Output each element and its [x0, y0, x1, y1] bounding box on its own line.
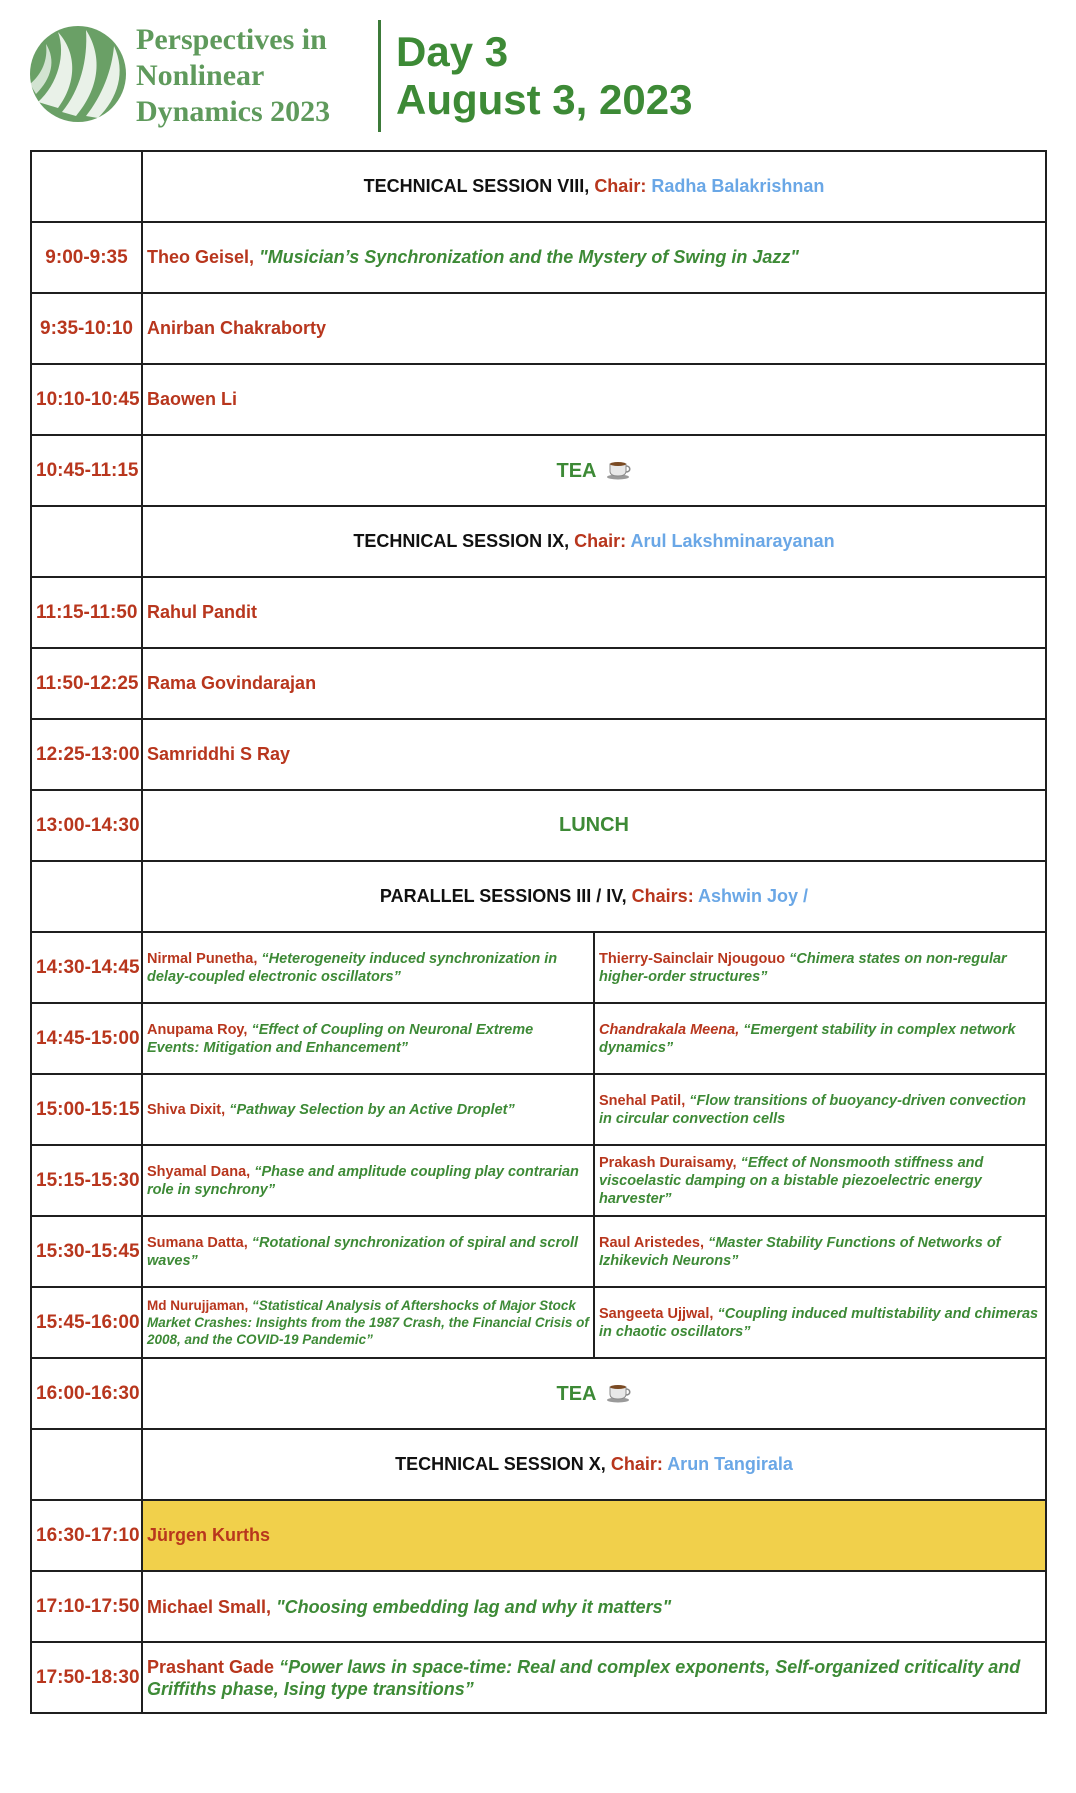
time-cell: 10:10-10:45	[31, 364, 142, 435]
session-title: TECHNICAL SESSION IX,	[353, 531, 570, 551]
speaker-name: Shiva Dixit,	[147, 1101, 226, 1118]
tea-label: TEA	[556, 1383, 597, 1405]
session-header-row	[31, 506, 1046, 577]
talk-cell	[142, 577, 1046, 648]
time-cell: 13:00-14:30	[31, 790, 142, 861]
time-cell: 9:35-10:10	[31, 293, 142, 364]
talk-cell	[142, 1642, 1046, 1713]
time-cell: 12:25-13:00	[31, 719, 142, 790]
table-row	[31, 577, 1046, 648]
session-title-cell	[142, 1429, 1046, 1500]
talk-cell	[142, 1571, 1046, 1642]
tea-label: TEA	[556, 460, 597, 482]
speaker-name: Chandrakala Meena,	[599, 1021, 740, 1038]
date-label: August 3, 2023	[396, 76, 693, 123]
parallel-talk-left	[142, 932, 594, 1003]
speaker-name: Prashant Gade	[147, 1656, 275, 1677]
schedule-table	[30, 150, 1047, 1714]
parallel-talk-right	[594, 1074, 1046, 1145]
break-cell	[142, 1358, 1046, 1429]
chair-name: Arun Tangirala	[667, 1454, 793, 1474]
parallel-talk-right	[594, 1003, 1046, 1074]
table-row	[31, 222, 1046, 293]
conference-title-line3: Dynamics 2023	[136, 95, 331, 128]
time-cell: 17:50-18:30	[31, 1642, 142, 1713]
time-cell	[31, 861, 142, 932]
session-title-cell	[142, 151, 1046, 222]
tea-cup-icon	[606, 458, 632, 480]
break-cell	[142, 790, 1046, 861]
speaker-name: Jürgen Kurths	[147, 1525, 271, 1545]
time-cell: 16:30-17:10	[31, 1500, 142, 1571]
table-row	[31, 1571, 1046, 1642]
speaker-name: Anupama Roy,	[147, 1021, 248, 1038]
parallel-row	[31, 1145, 1046, 1216]
talk-title: “Pathway Selection by an Active Droplet”	[229, 1101, 515, 1118]
parallel-talk-left	[142, 1287, 594, 1358]
tea-break-row	[31, 1358, 1046, 1429]
session-title: PARALLEL SESSIONS III / IV,	[379, 886, 627, 906]
talk-title: “Effect of Coupling on Neuronal Extreme Events: Mitigation and Enhancement”	[147, 1021, 534, 1056]
time-cell: 17:10-17:50	[31, 1571, 142, 1642]
header	[28, 18, 1048, 136]
time-cell: 14:45-15:00	[31, 1003, 142, 1074]
time-cell	[31, 506, 142, 577]
chair-name: Ashwin Joy /	[698, 886, 809, 906]
conference-title-line1: Perspectives in	[136, 23, 327, 56]
table-row	[31, 293, 1046, 364]
session-title-cell	[142, 861, 1046, 932]
talk-title: “Power laws in space-time: Real and complex exponents, Self-organized criticality and Griffiths phase, Ising type transitions”	[147, 1656, 1021, 1699]
tea-cup-icon	[606, 1381, 632, 1403]
day-heading	[396, 28, 692, 124]
parallel-talk-left	[142, 1145, 594, 1216]
speaker-name: Baowen Li	[147, 389, 238, 409]
table-row	[31, 1642, 1046, 1713]
session-title: TECHNICAL SESSION X,	[395, 1454, 606, 1474]
time-cell: 15:15-15:30	[31, 1145, 142, 1216]
talk-title: “Master Stability Functions of Networks of Izhikevich Neurons”	[599, 1234, 1001, 1269]
header-divider	[378, 20, 381, 132]
talk-title: “Emergent stability in complex network dynamics”	[599, 1021, 1016, 1056]
time-cell: 15:30-15:45	[31, 1216, 142, 1287]
session-header-row	[31, 861, 1046, 932]
talk-title: “Coupling induced multistability and chimeras in chaotic oscillators”	[599, 1305, 1039, 1340]
speaker-name: Thierry-Sainclair Njougouo	[599, 950, 786, 967]
lunch-label: LUNCH	[559, 814, 629, 836]
chair-label: Chair:	[610, 1454, 663, 1474]
talk-cell	[142, 364, 1046, 435]
day-label: Day 3	[396, 28, 509, 75]
speaker-name: Nirmal Punetha,	[147, 950, 258, 967]
session-title: TECHNICAL SESSION VIII,	[363, 176, 590, 196]
talk-cell	[142, 222, 1046, 293]
table-row	[31, 648, 1046, 719]
lunch-break-row	[31, 790, 1046, 861]
session-title-cell	[142, 506, 1046, 577]
speaker-name: Anirban Chakraborty	[147, 318, 327, 338]
talk-cell	[142, 293, 1046, 364]
parallel-talk-left	[142, 1003, 594, 1074]
time-cell: 11:15-11:50	[31, 577, 142, 648]
speaker-name: Prakash Duraisamy,	[599, 1154, 737, 1171]
session-header-row	[31, 1429, 1046, 1500]
speaker-name: Rahul Pandit	[147, 602, 258, 622]
speaker-name: Sangeeta Ujjwal,	[599, 1305, 714, 1322]
time-cell: 15:00-15:15	[31, 1074, 142, 1145]
talk-title: "Musician’s Synchronization and the Mystery of Swing in Jazz"	[259, 247, 799, 267]
conference-title-line2: Nonlinear	[136, 59, 265, 92]
chair-label: Chairs:	[631, 886, 694, 906]
talk-title: “Statistical Analysis of Aftershocks of Major Stock Market Crashes: Insights from the 1987 Crash, the Financial Crisis of 2008, and the COVID-19 Pandemic”	[147, 1298, 589, 1347]
chair-name: Radha Balakrishnan	[651, 176, 825, 196]
parallel-row	[31, 1216, 1046, 1287]
speaker-name: Raul Aristedes,	[599, 1234, 705, 1251]
time-cell: 15:45-16:00	[31, 1287, 142, 1358]
talk-title: “Flow transitions of buoyancy-driven convection in circular convection cells	[599, 1092, 1027, 1127]
session-header-row	[31, 151, 1046, 222]
parallel-row	[31, 1287, 1046, 1358]
time-cell: 16:00-16:30	[31, 1358, 142, 1429]
chair-label: Chair:	[574, 531, 627, 551]
time-cell: 14:30-14:45	[31, 932, 142, 1003]
table-row	[31, 364, 1046, 435]
speaker-name: Samriddhi S Ray	[147, 744, 291, 764]
speaker-name: Snehal Patil,	[599, 1092, 686, 1109]
speaker-name: Sumana Datta,	[147, 1234, 248, 1251]
talk-title: "Choosing embedding lag and why it matters"	[276, 1596, 672, 1617]
talk-title: “Effect of Nonsmooth stiffness and viscoelastic damping on a bistable piezoelectric energy harvester”	[599, 1154, 984, 1207]
speaker-name: Michael Small,	[147, 1596, 272, 1617]
parallel-talk-right	[594, 1216, 1046, 1287]
talk-title: “Chimera states on non-regular higher-order structures”	[599, 950, 1007, 985]
speaker-name: Theo Geisel,	[147, 247, 255, 267]
talk-title: “Rotational synchronization of spiral and scroll waves”	[147, 1234, 579, 1269]
table-row	[31, 719, 1046, 790]
parallel-talk-right	[594, 1145, 1046, 1216]
chair-label: Chair:	[594, 176, 647, 196]
parallel-row	[31, 1074, 1046, 1145]
speaker-name: Shyamal Dana,	[147, 1163, 251, 1180]
time-cell	[31, 1429, 142, 1500]
time-cell: 9:00-9:35	[31, 222, 142, 293]
parallel-talk-left	[142, 1074, 594, 1145]
parallel-row	[31, 1003, 1046, 1074]
table-row	[31, 1500, 1046, 1571]
time-cell	[31, 151, 142, 222]
parallel-talk-right	[594, 932, 1046, 1003]
speaker-name: Rama Govindarajan	[147, 673, 317, 693]
tea-break-row	[31, 435, 1046, 506]
talk-title: “Phase and amplitude coupling play contrarian role in synchrony”	[147, 1163, 579, 1198]
chair-name: Arul Lakshminarayanan	[630, 531, 835, 551]
speaker-name: Md Nurujjaman,	[147, 1298, 249, 1313]
parallel-talk-right	[594, 1287, 1046, 1358]
conference-title	[136, 22, 330, 130]
talk-cell-highlighted	[142, 1500, 1046, 1571]
leaf-logo-icon	[28, 24, 128, 124]
break-cell	[142, 435, 1046, 506]
parallel-row	[31, 932, 1046, 1003]
time-cell: 11:50-12:25	[31, 648, 142, 719]
time-cell: 10:45-11:15	[31, 435, 142, 506]
talk-title: “Heterogeneity induced synchronization in delay-coupled electronic oscillators”	[147, 950, 558, 985]
parallel-talk-left	[142, 1216, 594, 1287]
talk-cell	[142, 719, 1046, 790]
talk-cell	[142, 648, 1046, 719]
